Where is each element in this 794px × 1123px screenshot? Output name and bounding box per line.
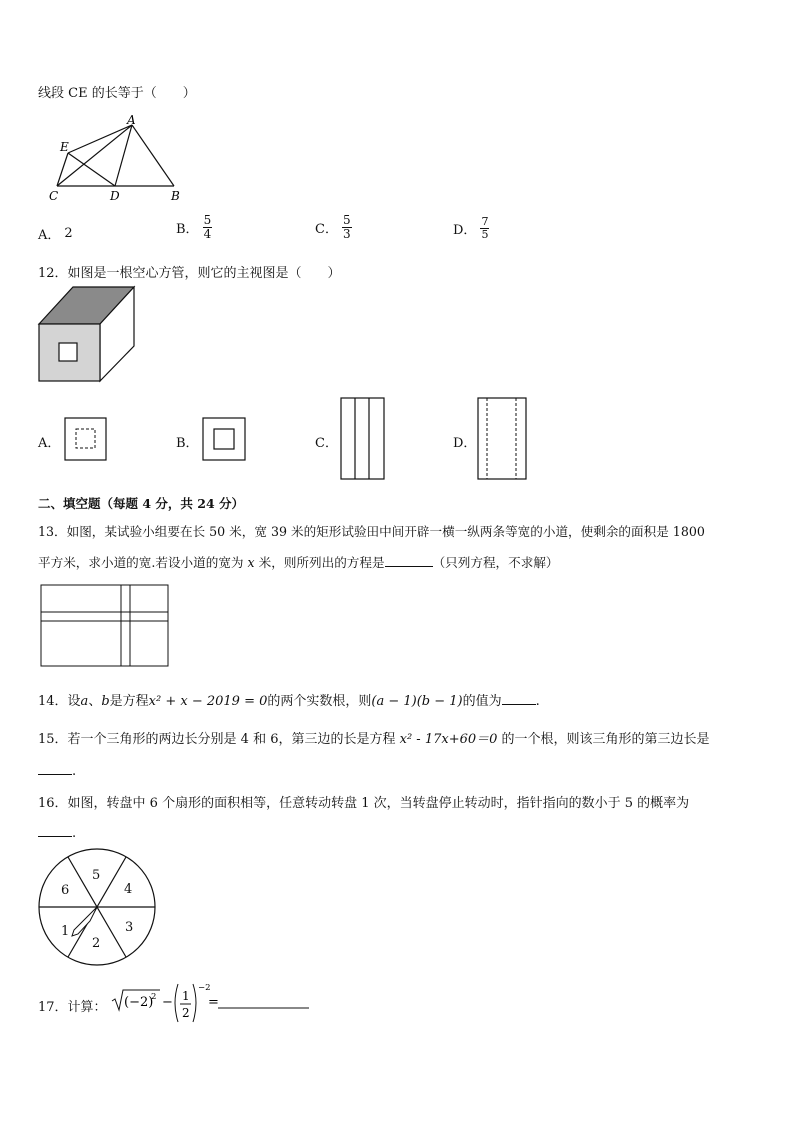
q11-option-b[interactable]: B． $\frac{5}{4}$ [176, 213, 212, 241]
q11-option-d[interactable]: D． $\frac{7}{5}$ [453, 215, 489, 241]
label-E: E [60, 140, 69, 154]
svg-text:=: = [208, 995, 219, 1010]
q16-line2: . [38, 822, 76, 841]
svg-text:−2: −2 [198, 983, 211, 993]
sector-3: 3 [125, 920, 134, 935]
q12-option-c-label[interactable]: C． [315, 436, 338, 451]
svg-text:2: 2 [151, 992, 157, 1002]
label-D: D [110, 189, 120, 203]
sector-2: 2 [92, 936, 101, 951]
q17-text: 17．计算： [38, 1000, 107, 1015]
sector-5: 5 [92, 868, 101, 883]
label-B: B [171, 189, 180, 203]
fraction: $\frac{5}{4}$ [203, 213, 212, 241]
svg-text:1: 1 [182, 989, 190, 1003]
q12-stem: 12．如图是一根空心方管，则它的主视图是（ ） [38, 266, 341, 281]
q15-line1: 15．若一个三角形的两边长分别是 4 和 6，第三边的长是方程 x² - 17x+60＝0 的一个根，则该三角形的第三边长是 [38, 732, 710, 747]
q11-option-c[interactable]: C． $\frac{5}{3}$ [315, 213, 351, 241]
svg-text:−: − [162, 995, 173, 1010]
q11-option-a[interactable]: A． 2 [38, 226, 73, 243]
q12-option-d-label[interactable]: D． [453, 436, 477, 451]
svg-text:2: 2 [182, 1006, 190, 1020]
q12-option-a-label[interactable]: A． [38, 436, 61, 451]
section-title: 二、填空题（每题 4 分，共 24 分） [38, 496, 245, 511]
q14-text: 14．设a、b是方程x² + x − 2019 = 0的两个实数根，则(a − 1)(b − 1)的值为 . [38, 690, 540, 709]
q13-line2: 平方米，求小道的宽.若设小道的宽为 x 米，则所列出的方程是 （只列方程，不求解） [38, 552, 559, 571]
sector-4: 4 [124, 882, 133, 897]
label-C: C [49, 189, 59, 203]
fraction: $\frac{7}{5}$ [481, 215, 489, 241]
q15-line2: . [38, 760, 76, 779]
q12-option-b-label[interactable]: B． [176, 436, 199, 451]
sector-6: 6 [61, 883, 70, 898]
q16-line1: 16．如图，转盘中 6 个扇形的面积相等，任意转动转盘 1 次，当转盘停止转动时，指针指向的数小于 5 的概率为 [38, 796, 690, 811]
sector-1: 1 [61, 924, 70, 939]
label-A: A [127, 113, 136, 127]
q11-stem: 线段 CE 的长等于（ ） [38, 86, 196, 101]
q13-line1: 13．如图，某试验小组要在长 50 米，宽 39 米的矩形试验田中间开辟一横一纵两条等宽的小道，使剩余的面积是 1800 [38, 524, 705, 539]
fraction: $\frac{5}{3}$ [342, 213, 351, 241]
svg-text:(−2): (−2) [124, 995, 154, 1010]
